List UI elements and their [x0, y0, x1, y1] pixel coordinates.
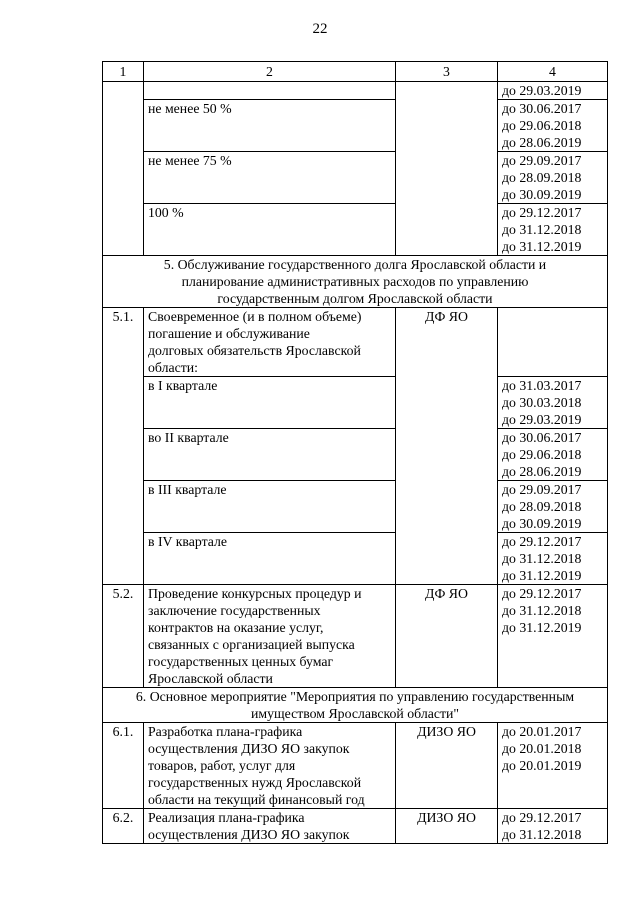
schedule-table — [102, 61, 608, 844]
table-row — [103, 429, 608, 481]
section-5-title: 5. Обслуживание государственного долга Ярославской области и планирование административных расходов по управлению государственным долгом Ярославской области — [103, 256, 608, 308]
quarter-label: во II квартале — [144, 429, 396, 481]
cont-item-dates: до 29.09.2017 до 28.09.2018 до 30.09.2019 — [498, 152, 608, 204]
quarter-label: в III квартале — [144, 481, 396, 533]
table-row — [103, 533, 608, 585]
cont-first-date: до 29.03.2019 — [498, 82, 608, 100]
row-executor: ДИЗО ЯО — [396, 809, 498, 844]
row-dates: до 20.01.2017 до 20.01.2018 до 20.01.2019 — [498, 723, 608, 809]
quarter-dates: до 30.06.2017 до 29.06.2018 до 28.06.2019 — [498, 429, 608, 481]
row-text: Разработка плана-графика осуществления ДИЗО ЯО закупок товаров, работ, услуг для государственных нужд Ярославской области на текущий финансовый год — [144, 723, 396, 809]
quarter-label: в I квартале — [144, 377, 396, 429]
table-row — [103, 100, 608, 152]
row-text: Реализация плана-графика осуществления ДИЗО ЯО закупок — [144, 809, 396, 844]
table-row — [103, 723, 608, 809]
header-col-2: 2 — [144, 62, 396, 82]
quarter-dates: до 31.03.2017 до 30.03.2018 до 29.03.2019 — [498, 377, 608, 429]
table-row — [103, 308, 608, 377]
header-col-3: 3 — [396, 62, 498, 82]
header-col-4: 4 — [498, 62, 608, 82]
table-row — [103, 82, 608, 100]
table-row — [103, 481, 608, 533]
quarter-label: в IV квартале — [144, 533, 396, 585]
row-number: 6.1. — [103, 723, 144, 809]
page-number: 22 — [312, 21, 328, 37]
row-number: 6.2. — [103, 809, 144, 844]
section-6-title: 6. Основное мероприятие "Мероприятия по управлению государственным имуществом Ярославской области" — [103, 688, 608, 723]
table-row — [103, 152, 608, 204]
table-row — [103, 585, 608, 688]
cont-item-label: не менее 50 % — [144, 100, 396, 152]
header-col-1: 1 — [103, 62, 144, 82]
row-number: 5.2. — [103, 585, 144, 688]
row-executor: ДФ ЯО — [396, 585, 498, 688]
section-header-row — [103, 688, 608, 723]
row-dates-empty — [498, 308, 608, 377]
cont-item-dates: до 29.12.2017 до 31.12.2018 до 31.12.2019 — [498, 204, 608, 256]
cont-empty-text-cell — [144, 82, 396, 100]
quarter-dates: до 29.09.2017 до 28.09.2018 до 30.09.2019 — [498, 481, 608, 533]
cont-item-label: не менее 75 % — [144, 152, 396, 204]
row-executor: ДИЗО ЯО — [396, 723, 498, 809]
cont-item-dates: до 30.06.2017 до 29.06.2018 до 28.06.2019 — [498, 100, 608, 152]
row-number: 5.1. — [103, 308, 144, 585]
row-dates: до 29.12.2017 до 31.12.2018 — [498, 809, 608, 844]
row-executor: ДФ ЯО — [396, 308, 498, 585]
cont-exec-cell — [396, 82, 498, 256]
row-dates: до 29.12.2017 до 31.12.2018 до 31.12.2019 — [498, 585, 608, 688]
section-header-row — [103, 256, 608, 308]
cont-num-cell — [103, 82, 144, 256]
table-row — [103, 204, 608, 256]
row-text: Проведение конкурсных процедур и заключение государственных контрактов на оказание услуг, связанных с организацией выпуска государственных ценных бумаг Ярославской области — [144, 585, 396, 688]
table-row — [103, 377, 608, 429]
quarter-dates: до 29.12.2017 до 31.12.2018 до 31.12.2019 — [498, 533, 608, 585]
table-header-row — [103, 62, 608, 82]
cont-item-label: 100 % — [144, 204, 396, 256]
row-text: Своевременное (и в полном объеме) погашение и обслуживание долговых обязательств Ярославской области: — [144, 308, 396, 377]
table-row — [103, 809, 608, 844]
